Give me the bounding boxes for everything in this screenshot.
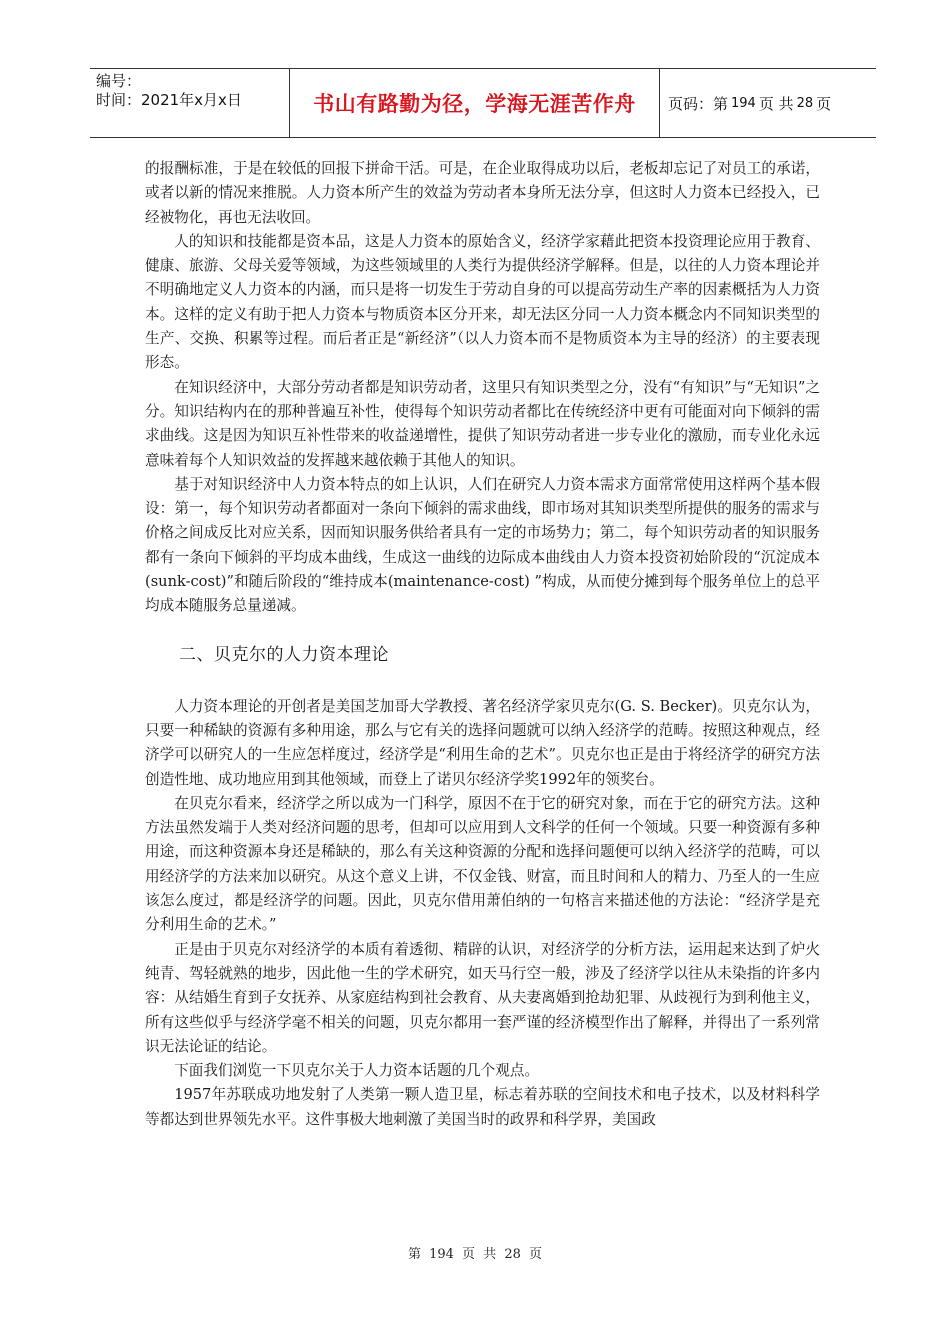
paragraph: 在贝克尔看来，经济学之所以成为一门科学，原因不在于它的研究对象，而在于它的研究方法。这种方法虽然发端于人类对经济问题的思考，但却可以应用到人文科学的任何一个领域。只要一种资源有多种用途，而这种资源本身还是稀缺的，那么有关这种资源的分配和选择问题便可以纳入经济学的范畴，可以用经济学的方法来加以研究。从这个意义上讲，不仅金钱、财富，而且时间和人的精力、乃至人的一生应该怎么度过，都是经济学的问题。因此，贝克尔借用萧伯纳的一句格言来描述他的方法论：“经济学是充分利用生命的艺术。” bbox=[145, 794, 820, 934]
total-pages: 28 bbox=[796, 95, 814, 111]
paragraph: 人力资本理论的开创者是美国芝加哥大学教授、著名经济学家贝克尔(G. S. Becker)。贝克尔认为，只要一种稀缺的资源有多种用途，那么与它有关的选择问题就可以纳入经济学的范畴。按照这种观点，经济学可以研究人的一生应怎样度过，经济学是“利用生命的艺术”。贝克尔也正是由于将经济学的研究方法创造性地、成功地应用到其他领域，而登上了诺贝尔经济学奖1992年的领奖台。 bbox=[145, 697, 820, 788]
paragraph: 1957年苏联成功地发射了人类第一颗人造卫星，标志着苏联的空间技术和电子技术，以及材料科学等都达到世界领先水平。这件事极大地刺激了美国当时的政界和科学界，美国政 bbox=[145, 1086, 820, 1128]
paragraph: 人的知识和技能都是资本品，这是人力资本的原始含义，经济学家藉此把资本投资理论应用于教育、健康、旅游、父母关爱等领域，为这些领域里的人类行为提供经济学解释。但是，以往的人力资本理论并不明确地定义人力资本的内涵，而只是将一切发生于劳动自身的可以提高劳动生产率的因素概括为人力资本。这样的定义有助于把人力资本与物质资本区分开来，却无法区分同一人力资本概念内不同知识类型的生产、交换、积累等过程。而后者正是“新经济”（以人力资本而不是物质资本为主导的经济）的主要表现形态。 bbox=[145, 232, 820, 372]
serial-label: 编号： bbox=[96, 72, 142, 90]
page-mid: 页 共 bbox=[758, 94, 794, 113]
paragraph: 的报酬标准，于是在较低的回报下拼命干活。可是，在企业取得成功以后，老板却忘记了对员工的承诺，或者以新的情况来推脱。人力资本所产生的效益为劳动者本身所无法分享，但这时人力资本已经投入，已经被物化，再也无法收回。 bbox=[145, 160, 820, 226]
section-heading: 二、贝克尔的人力资本理论 bbox=[179, 644, 389, 665]
paragraph: 基于对知识经济中人力资本特点的如上认识，人们在研究人力资本需求方面常常使用这样两个基本假设：第一，每个知识劳动者都面对一条向下倾斜的需求曲线，即市场对其知识类型所提供的服务的需求与价格之间成反比对应关系，因而知识服务供给者具有一定的市场势力；第二，每个知识劳动者的知识服务都有一条向下倾斜的平均成本曲线，生成这一曲线的边际成本曲线由人力资本投资初始阶段的“沉淀成本(sunk-cost)”和随后阶段的“维持成本(maintenance-cost) ”构成，从而使分摊到每个服务单位上的总平均成本随服务总量递减。 bbox=[145, 475, 820, 615]
header-motto: 书山有路勤为径，学海无涯苦作舟 bbox=[289, 69, 660, 137]
paragraph: 在知识经济中，大部分劳动者都是知识劳动者，这里只有知识类型之分，没有“有知识”与“无知识”之分。知识结构内在的那种普遍互补性，使得每个知识劳动者都比在传统经济中更有可能面对向下倾斜的需求曲线。这是因为知识互补性带来的收益递增性，提供了知识劳动者进一步专业化的激励，而专业化永远意味着每个人知识效益的发挥越来越依赖于其他人的知识。 bbox=[145, 378, 820, 469]
page-header bbox=[90, 68, 876, 138]
time-label: 时间：2021年x月x日 bbox=[96, 91, 242, 109]
header-page-info bbox=[660, 69, 876, 137]
page-number: 194 bbox=[731, 95, 756, 111]
header-meta bbox=[90, 69, 289, 137]
page-suffix: 页 bbox=[816, 94, 832, 113]
page-footer: 第 194 页 共 28 页 bbox=[407, 1247, 543, 1262]
paragraph: 正是由于贝克尔对经济学的本质有着透彻、精辟的认识，对经济学的分析方法，运用起来达到了炉火纯青、驾轻就熟的地步，因此他一生的学术研究，如天马行空一般，涉及了经济学以往从未染指的许多内容：从结婚生育到子女抚养、从家庭结构到社会教育、从夫妻离婚到抢劫犯罪、从歧视行为到利他主义，所有这些似乎与经济学毫不相关的问题，贝克尔都用一套严谨的经济模型作出了解释，并得出了一系列常识无法论证的结论。 bbox=[145, 940, 820, 1055]
paragraph: 下面我们浏览一下贝克尔关于人力资本话题的几个观点。 bbox=[174, 1062, 540, 1080]
page-prefix: 页码：第 bbox=[668, 94, 729, 113]
document-body bbox=[145, 157, 820, 1132]
